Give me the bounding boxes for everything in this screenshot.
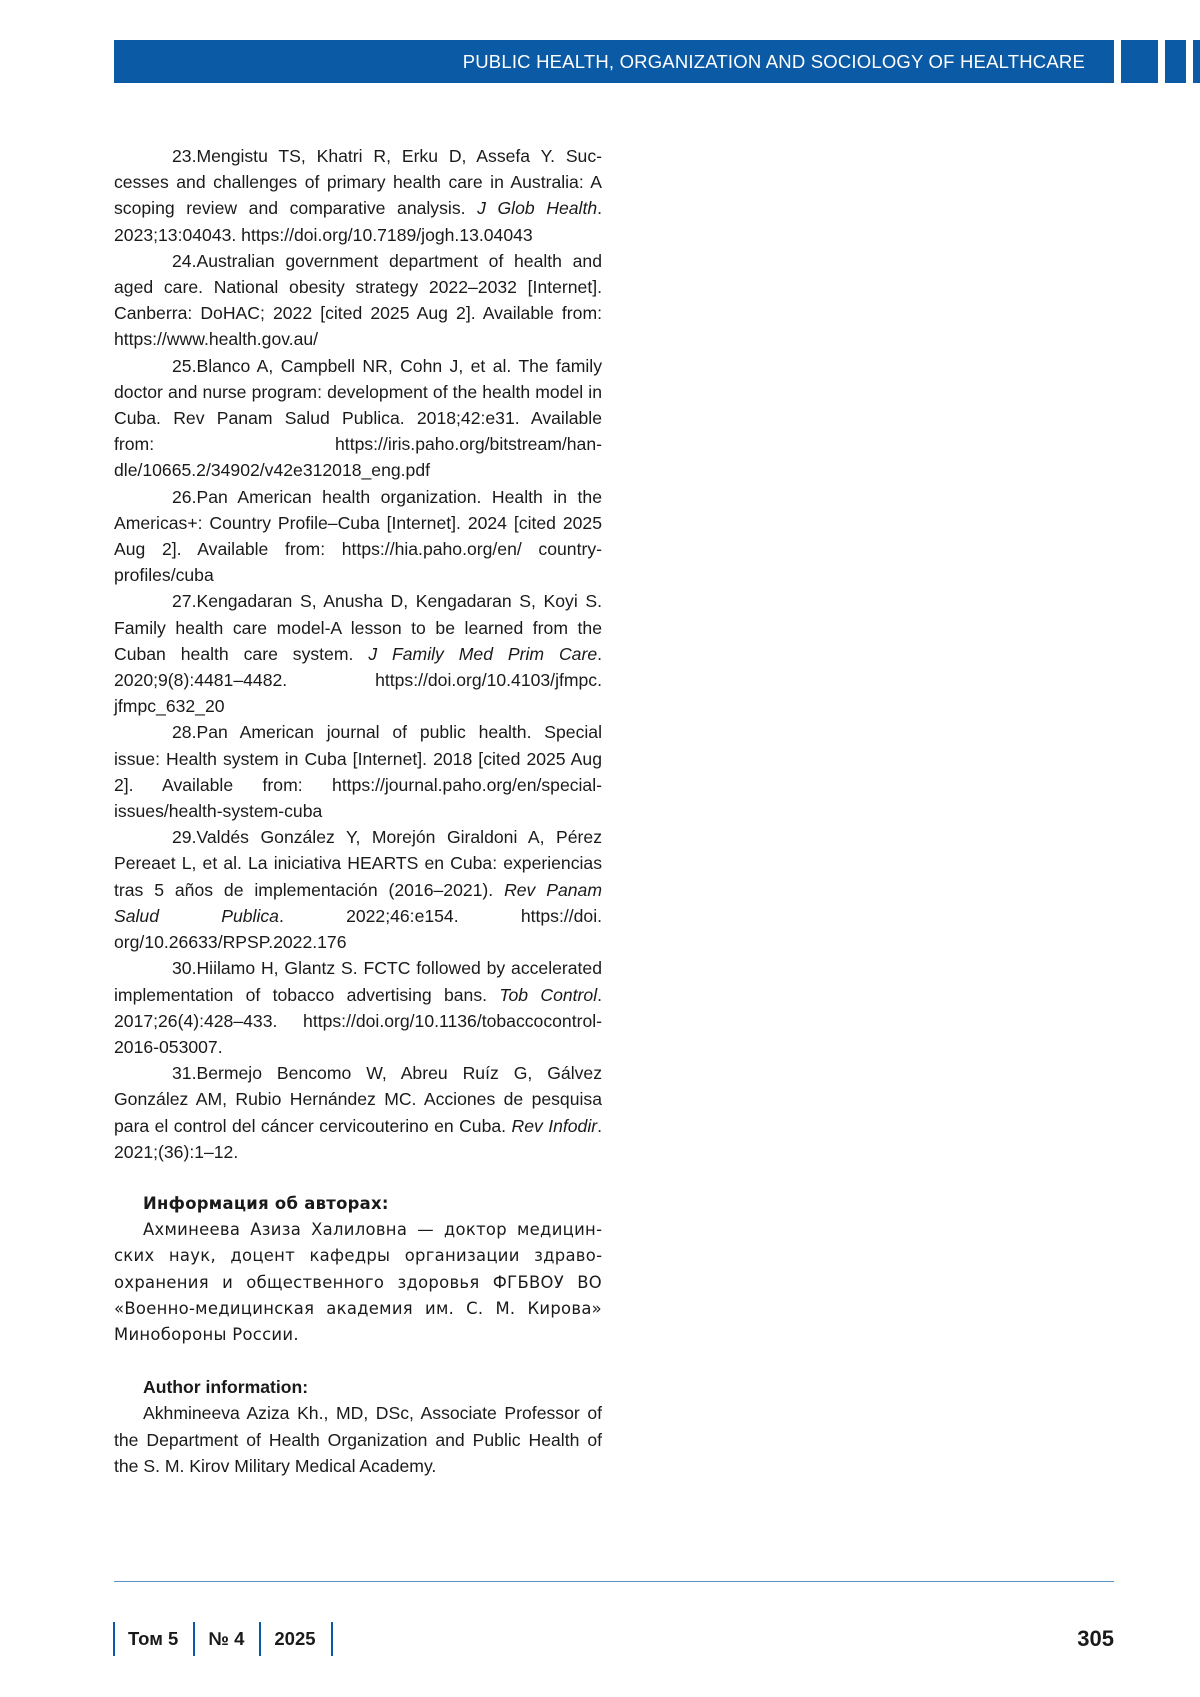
- footer-issue-info: [113, 1622, 333, 1656]
- reference-text: Valdés González Y, Morejón Giraldoni A, Pérez Pereaet L, et al. La iniciativa HEARTS en Cuba: experiencias tras 5 años de implementación (2016–2021).: [114, 827, 602, 900]
- reference-text: Kengadaran S, Anusha D, Kengadaran S, Koyi S. Family health care model-A lesson to be learned from the Cuban health care system.: [114, 591, 602, 664]
- reference-text: Hiilamo H, Glantz S. FCTC followed by accelerated implementation of tobacco advertising bans.: [114, 958, 602, 1005]
- reference-item: [114, 955, 602, 1060]
- header-decor-block: [1121, 40, 1158, 83]
- page-number: 305: [1077, 1626, 1114, 1651]
- section-title: PUBLIC HEALTH, ORGANIZATION AND SOCIOLOGY OF HEALTHCARE: [462, 50, 1085, 72]
- header-decor-block: [1165, 40, 1186, 83]
- reference-text: Pan American journal of public health. Special issue: Health system in Cuba [Internet]. 2018 [cited 2025 Aug 2]. Available from: https://journal.paho.org/en/special-issues/health-system-cuba: [114, 722, 602, 822]
- text-column: [114, 143, 602, 1479]
- author-info-en: [114, 1374, 602, 1479]
- reference-journal: Rev Panam Salud Publica: [114, 879, 602, 926]
- reference-number: 28.: [172, 722, 197, 743]
- reference-item: [114, 824, 602, 955]
- reference-text: . 2022;46:e154. https://doi. org/10.26633/RPSP.2022.176: [114, 905, 603, 953]
- reference-item: [114, 719, 602, 824]
- reference-text: . 2020;9(8):4481–4482. https://doi.org/10.4103/jfmpc. jfmpc_632_20: [114, 643, 603, 717]
- reference-item: [114, 1060, 602, 1165]
- author-info-text-ru: Ахминеева Азиза Халиловна — доктор медицинских наук, доцент кафедры организации здравоохранения и общественного здоровья ФГБВОУ ВО «Военно-медицинская академия им. С. М. Кирова» Минобороны России.: [114, 1220, 602, 1344]
- section-header-bar: [114, 40, 1114, 83]
- reference-journal: Rev Infodir: [511, 1115, 598, 1136]
- reference-list: [114, 143, 602, 1165]
- footer-rule: [114, 1581, 1114, 1582]
- reference-text: Blanco A, Campbell NR, Cohn J, et al. The family doctor and nurse program: development of the health model in Cuba. Rev Panam Salud Publica. 2018;42:e31. Available from: https://iris.paho.org/bitstream/handle/10665.2/34902/v42e312018_eng.pdf: [114, 355, 602, 481]
- reference-text: . 2017;26(4):428–433. https://doi.org/10.1136/tobaccocontrol-2016-053007.: [114, 984, 602, 1057]
- reference-journal: J Glob Health: [477, 198, 598, 219]
- reference-number: 26.: [172, 486, 197, 507]
- reference-text: Australian government department of health and aged care. National obesity strategy 2022–2032 [Internet]. Canberra: DoHAC; 2022 [cited 2025 Aug 2]. Available from: https://www.health.gov.au/: [114, 250, 602, 350]
- reference-number: 24.: [172, 250, 197, 271]
- reference-number: 29.: [172, 827, 197, 848]
- footer-year: 2025: [274, 1628, 316, 1649]
- author-info-heading-en: Author information:: [143, 1377, 309, 1398]
- reference-text: Pan American health organization. Health in the Americas+: Country Profile–Cuba [Internet]. 2024 [cited 2025 Aug 2]. Available from: https://hia.paho.org/en/ country-profiles/cuba: [114, 486, 602, 586]
- reference-number: 27.: [172, 591, 197, 612]
- author-info-text-en: Akhmineeva Aziza Kh., MD, DSc, Associate Professor of the Department of Health Organization and Public Health of the S. M. Kirov Military Medical Academy.: [114, 1403, 602, 1476]
- footer-separator: [331, 1622, 333, 1656]
- reference-number: 23.: [172, 146, 197, 166]
- author-info-ru: [114, 1191, 602, 1348]
- reference-text: . 2023;13:04043. https://doi.org/10.7189/jogh.13.04043: [114, 198, 603, 245]
- reference-item: [114, 484, 602, 589]
- header-decor-block: [1193, 40, 1200, 83]
- reference-text: Bermejo Bencomo W, Abreu Ruíz G, Gálvez González AM, Rubio Hernández MC. Acciones de pesquisa para el control del cáncer cervicouterino en Cuba.: [114, 1063, 602, 1136]
- footer-volume: Том 5: [128, 1628, 179, 1649]
- author-info-heading-ru: Информация об авторах:: [143, 1193, 389, 1213]
- reference-text: Mengistu TS, Khatri R, Erku D, Assefa Y. Successes and challenges of primary health care in Australia: A scoping review and comparative analysis.: [114, 146, 602, 219]
- reference-number: 30.: [172, 958, 197, 979]
- reference-text: . 2021;(36):1–12.: [114, 1115, 602, 1162]
- reference-item: [114, 143, 602, 248]
- reference-item: [114, 588, 602, 719]
- reference-journal: Tob Control: [499, 984, 598, 1005]
- reference-item: [114, 353, 602, 484]
- reference-number: 25.: [172, 355, 197, 376]
- reference-number: 31.: [172, 1063, 197, 1084]
- reference-journal: J Family Med Prim Care: [368, 643, 598, 664]
- footer-issue: № 4: [208, 1628, 245, 1649]
- reference-item: [114, 248, 602, 353]
